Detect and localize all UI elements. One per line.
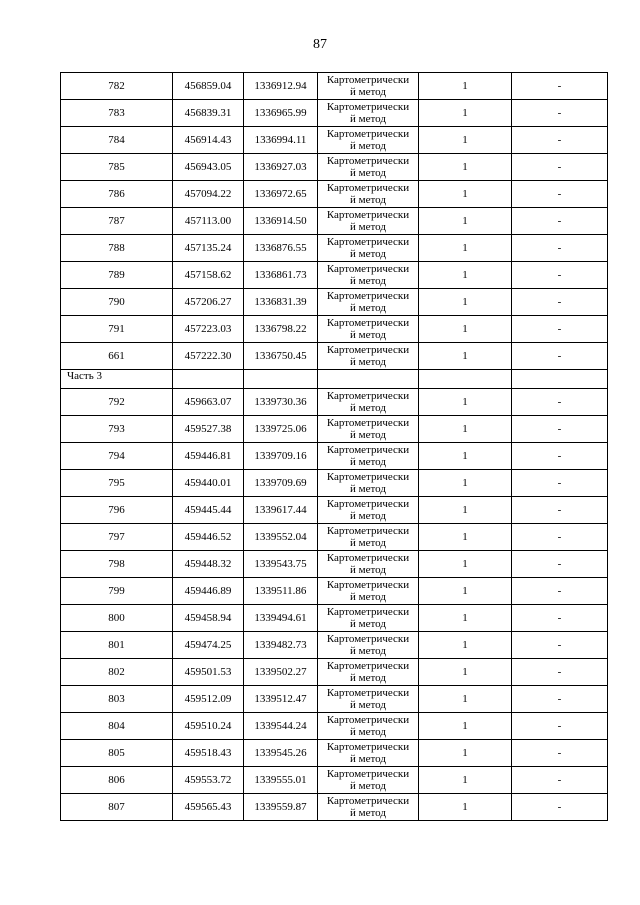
section-header-row <box>61 370 608 389</box>
precision-value-cell: 1 <box>419 154 512 181</box>
point-number-cell: 806 <box>61 767 173 794</box>
precision-value-cell: 1 <box>419 794 512 821</box>
y-coordinate-cell: 1339543.75 <box>244 551 318 578</box>
method-cell <box>318 632 419 659</box>
coordinates-table-body <box>61 73 608 821</box>
y-coordinate-cell: 1336912.94 <box>244 73 318 100</box>
table-row <box>61 127 608 154</box>
method-text-line-1: Картометрически <box>326 633 410 645</box>
x-coordinate-cell: 459440.01 <box>173 470 244 497</box>
x-coordinate-cell: 459446.81 <box>173 443 244 470</box>
point-number-cell: 783 <box>61 100 173 127</box>
y-coordinate-cell: 1336927.03 <box>244 154 318 181</box>
point-number-cell: 791 <box>61 316 173 343</box>
precision-value-cell: 1 <box>419 127 512 154</box>
point-number-cell: 801 <box>61 632 173 659</box>
table-row <box>61 524 608 551</box>
note-cell: - <box>512 659 608 686</box>
precision-value-cell: 1 <box>419 632 512 659</box>
point-number-cell: 797 <box>61 524 173 551</box>
note-cell: - <box>512 632 608 659</box>
method-text-line-1: Картометрически <box>326 417 410 429</box>
x-coordinate-cell: 459518.43 <box>173 740 244 767</box>
method-text-line-2: й метод <box>350 329 386 341</box>
method-text-line-1: Картометрически <box>326 390 410 402</box>
note-cell: - <box>512 262 608 289</box>
x-coordinate-cell: 459446.89 <box>173 578 244 605</box>
method-text-line-1: Картометрически <box>326 290 410 302</box>
precision-value-cell: 1 <box>419 578 512 605</box>
note-cell: - <box>512 443 608 470</box>
method-text-line-1: Картометрически <box>326 155 410 167</box>
method-text-line-1: Картометрически <box>326 128 410 140</box>
x-coordinate-cell: 457206.27 <box>173 289 244 316</box>
method-text-line-1: Картометрически <box>326 606 410 618</box>
point-number-cell: 796 <box>61 497 173 524</box>
x-coordinate-cell: 459527.38 <box>173 416 244 443</box>
table-row <box>61 470 608 497</box>
y-coordinate-cell: 1336861.73 <box>244 262 318 289</box>
table-row <box>61 551 608 578</box>
y-coordinate-cell: 1339502.27 <box>244 659 318 686</box>
note-cell: - <box>512 154 608 181</box>
method-text-line-1: Картометрически <box>326 660 410 672</box>
method-cell <box>318 443 419 470</box>
point-number-cell: 798 <box>61 551 173 578</box>
method-text-line-2: й метод <box>350 429 386 441</box>
method-text-line-2: й метод <box>350 402 386 414</box>
note-cell: - <box>512 740 608 767</box>
precision-value-cell: 1 <box>419 713 512 740</box>
precision-value-cell: 1 <box>419 416 512 443</box>
method-cell <box>318 100 419 127</box>
method-cell <box>318 154 419 181</box>
point-number-cell: 782 <box>61 73 173 100</box>
y-coordinate-cell: 1339709.69 <box>244 470 318 497</box>
precision-value-cell: 1 <box>419 443 512 470</box>
table-row <box>61 262 608 289</box>
table-row <box>61 289 608 316</box>
method-text-line-1: Картометрически <box>326 498 410 510</box>
note-cell: - <box>512 767 608 794</box>
method-text-line-1: Картометрически <box>326 687 410 699</box>
method-cell <box>318 316 419 343</box>
y-coordinate-cell: 1339617.44 <box>244 497 318 524</box>
y-coordinate-cell: 1336876.55 <box>244 235 318 262</box>
method-text-line-1: Картометрически <box>326 552 410 564</box>
method-cell <box>318 794 419 821</box>
y-coordinate-cell: 1339559.87 <box>244 794 318 821</box>
point-number-cell: 787 <box>61 208 173 235</box>
point-number-cell: 794 <box>61 443 173 470</box>
y-coordinate-cell: 1339482.73 <box>244 632 318 659</box>
precision-value-cell: 1 <box>419 686 512 713</box>
method-text-line-2: й метод <box>350 302 386 314</box>
method-cell <box>318 73 419 100</box>
method-text-line-1: Картометрически <box>326 101 410 113</box>
note-cell: - <box>512 794 608 821</box>
note-cell: - <box>512 73 608 100</box>
method-text-line-2: й метод <box>350 672 386 684</box>
precision-value-cell: 1 <box>419 208 512 235</box>
table-row <box>61 181 608 208</box>
method-text-line-1: Картометрически <box>326 182 410 194</box>
method-text-line-2: й метод <box>350 726 386 738</box>
table-row <box>61 659 608 686</box>
note-cell: - <box>512 713 608 740</box>
method-text-line-1: Картометрически <box>326 714 410 726</box>
method-text-line-2: й метод <box>350 780 386 792</box>
method-text-line-1: Картометрически <box>326 741 410 753</box>
x-coordinate-cell: 457135.24 <box>173 235 244 262</box>
note-cell: - <box>512 235 608 262</box>
method-text-line-2: й метод <box>350 510 386 522</box>
table-row <box>61 343 608 370</box>
point-number-cell: 793 <box>61 416 173 443</box>
precision-value-cell: 1 <box>419 235 512 262</box>
section-empty-cell <box>419 370 512 389</box>
point-number-cell: 795 <box>61 470 173 497</box>
method-text-line-1: Картометрически <box>326 795 410 807</box>
point-number-cell: 799 <box>61 578 173 605</box>
method-text-line-1: Картометрически <box>326 471 410 483</box>
method-cell <box>318 524 419 551</box>
precision-value-cell: 1 <box>419 262 512 289</box>
precision-value-cell: 1 <box>419 73 512 100</box>
point-number-cell: 805 <box>61 740 173 767</box>
note-cell: - <box>512 551 608 578</box>
precision-value-cell: 1 <box>419 551 512 578</box>
note-cell: - <box>512 127 608 154</box>
note-cell: - <box>512 316 608 343</box>
table-row <box>61 235 608 262</box>
method-text-line-2: й метод <box>350 591 386 603</box>
method-cell <box>318 181 419 208</box>
method-text-line-1: Картометрически <box>326 444 410 456</box>
method-text-line-1: Картометрически <box>326 768 410 780</box>
method-cell <box>318 767 419 794</box>
method-text-line-1: Картометрически <box>326 344 410 356</box>
section-empty-cell <box>244 370 318 389</box>
precision-value-cell: 1 <box>419 524 512 551</box>
point-number-cell: 786 <box>61 181 173 208</box>
method-cell <box>318 208 419 235</box>
table-row <box>61 740 608 767</box>
y-coordinate-cell: 1339511.86 <box>244 578 318 605</box>
x-coordinate-cell: 457113.00 <box>173 208 244 235</box>
x-coordinate-cell: 459474.25 <box>173 632 244 659</box>
method-text-line-2: й метод <box>350 807 386 819</box>
y-coordinate-cell: 1336994.11 <box>244 127 318 154</box>
precision-value-cell: 1 <box>419 767 512 794</box>
table-row <box>61 208 608 235</box>
method-text-line-1: Картометрически <box>326 579 410 591</box>
precision-value-cell: 1 <box>419 659 512 686</box>
y-coordinate-cell: 1339725.06 <box>244 416 318 443</box>
table-row <box>61 605 608 632</box>
method-cell <box>318 416 419 443</box>
precision-value-cell: 1 <box>419 100 512 127</box>
x-coordinate-cell: 459458.94 <box>173 605 244 632</box>
x-coordinate-cell: 459448.32 <box>173 551 244 578</box>
note-cell: - <box>512 605 608 632</box>
section-empty-cell <box>318 370 419 389</box>
method-text-line-2: й метод <box>350 221 386 233</box>
method-cell <box>318 686 419 713</box>
x-coordinate-cell: 459445.44 <box>173 497 244 524</box>
point-number-cell: 785 <box>61 154 173 181</box>
point-number-cell: 790 <box>61 289 173 316</box>
x-coordinate-cell: 459510.24 <box>173 713 244 740</box>
point-number-cell: 807 <box>61 794 173 821</box>
x-coordinate-cell: 457222.30 <box>173 343 244 370</box>
y-coordinate-cell: 1336750.45 <box>244 343 318 370</box>
coordinates-table <box>60 72 608 821</box>
x-coordinate-cell: 456943.05 <box>173 154 244 181</box>
point-number-cell: 784 <box>61 127 173 154</box>
point-number-cell: 661 <box>61 343 173 370</box>
note-cell: - <box>512 343 608 370</box>
table-row <box>61 767 608 794</box>
section-empty-cell <box>173 370 244 389</box>
method-text-line-2: й метод <box>350 86 386 98</box>
precision-value-cell: 1 <box>419 181 512 208</box>
y-coordinate-cell: 1339544.24 <box>244 713 318 740</box>
y-coordinate-cell: 1336831.39 <box>244 289 318 316</box>
note-cell: - <box>512 181 608 208</box>
precision-value-cell: 1 <box>419 605 512 632</box>
table-row <box>61 632 608 659</box>
method-text-line-2: й метод <box>350 564 386 576</box>
y-coordinate-cell: 1336965.99 <box>244 100 318 127</box>
table-row <box>61 316 608 343</box>
point-number-cell: 792 <box>61 389 173 416</box>
method-text-line-2: й метод <box>350 194 386 206</box>
method-text-line-2: й метод <box>350 537 386 549</box>
x-coordinate-cell: 459565.43 <box>173 794 244 821</box>
section-label: Часть 3 <box>61 370 173 389</box>
table-row <box>61 73 608 100</box>
note-cell: - <box>512 389 608 416</box>
method-text-line-1: Картометрически <box>326 74 410 86</box>
table-row <box>61 443 608 470</box>
method-text-line-2: й метод <box>350 140 386 152</box>
method-cell <box>318 289 419 316</box>
note-cell: - <box>512 497 608 524</box>
method-cell <box>318 262 419 289</box>
y-coordinate-cell: 1339709.16 <box>244 443 318 470</box>
point-number-cell: 800 <box>61 605 173 632</box>
y-coordinate-cell: 1339552.04 <box>244 524 318 551</box>
x-coordinate-cell: 457223.03 <box>173 316 244 343</box>
table-row <box>61 100 608 127</box>
x-coordinate-cell: 459446.52 <box>173 524 244 551</box>
method-text-line-2: й метод <box>350 248 386 260</box>
table-row <box>61 389 608 416</box>
y-coordinate-cell: 1336972.65 <box>244 181 318 208</box>
precision-value-cell: 1 <box>419 289 512 316</box>
x-coordinate-cell: 459501.53 <box>173 659 244 686</box>
method-text-line-1: Картометрически <box>326 317 410 329</box>
y-coordinate-cell: 1339494.61 <box>244 605 318 632</box>
method-text-line-2: й метод <box>350 456 386 468</box>
point-number-cell: 804 <box>61 713 173 740</box>
method-cell <box>318 605 419 632</box>
precision-value-cell: 1 <box>419 389 512 416</box>
x-coordinate-cell: 459663.07 <box>173 389 244 416</box>
note-cell: - <box>512 578 608 605</box>
note-cell: - <box>512 470 608 497</box>
precision-value-cell: 1 <box>419 316 512 343</box>
note-cell: - <box>512 208 608 235</box>
method-text-line-2: й метод <box>350 699 386 711</box>
note-cell: - <box>512 686 608 713</box>
table-row <box>61 578 608 605</box>
method-cell <box>318 713 419 740</box>
method-text-line-2: й метод <box>350 483 386 495</box>
x-coordinate-cell: 457158.62 <box>173 262 244 289</box>
method-text-line-2: й метод <box>350 356 386 368</box>
x-coordinate-cell: 456839.31 <box>173 100 244 127</box>
method-cell <box>318 389 419 416</box>
x-coordinate-cell: 456859.04 <box>173 73 244 100</box>
y-coordinate-cell: 1339730.36 <box>244 389 318 416</box>
method-text-line-1: Картометрически <box>326 525 410 537</box>
method-text-line-1: Картометрически <box>326 263 410 275</box>
y-coordinate-cell: 1336798.22 <box>244 316 318 343</box>
note-cell: - <box>512 100 608 127</box>
method-text-line-1: Картометрически <box>326 209 410 221</box>
method-text-line-2: й метод <box>350 753 386 765</box>
precision-value-cell: 1 <box>419 740 512 767</box>
table-row <box>61 154 608 181</box>
table-row <box>61 416 608 443</box>
x-coordinate-cell: 457094.22 <box>173 181 244 208</box>
method-text-line-2: й метод <box>350 618 386 630</box>
table-row <box>61 686 608 713</box>
point-number-cell: 788 <box>61 235 173 262</box>
method-cell <box>318 127 419 154</box>
note-cell: - <box>512 416 608 443</box>
method-cell <box>318 497 419 524</box>
table-row <box>61 794 608 821</box>
precision-value-cell: 1 <box>419 497 512 524</box>
method-cell <box>318 235 419 262</box>
y-coordinate-cell: 1339512.47 <box>244 686 318 713</box>
method-cell <box>318 470 419 497</box>
note-cell: - <box>512 289 608 316</box>
x-coordinate-cell: 459512.09 <box>173 686 244 713</box>
method-text-line-2: й метод <box>350 167 386 179</box>
precision-value-cell: 1 <box>419 470 512 497</box>
x-coordinate-cell: 459553.72 <box>173 767 244 794</box>
method-text-line-2: й метод <box>350 645 386 657</box>
note-cell: - <box>512 524 608 551</box>
table-row <box>61 713 608 740</box>
table-row <box>61 497 608 524</box>
x-coordinate-cell: 456914.43 <box>173 127 244 154</box>
method-cell <box>318 551 419 578</box>
y-coordinate-cell: 1336914.50 <box>244 208 318 235</box>
point-number-cell: 803 <box>61 686 173 713</box>
y-coordinate-cell: 1339545.26 <box>244 740 318 767</box>
point-number-cell: 802 <box>61 659 173 686</box>
precision-value-cell: 1 <box>419 343 512 370</box>
point-number-cell: 789 <box>61 262 173 289</box>
method-cell <box>318 578 419 605</box>
section-empty-cell <box>512 370 608 389</box>
method-cell <box>318 659 419 686</box>
method-text-line-2: й метод <box>350 275 386 287</box>
method-text-line-1: Картометрически <box>326 236 410 248</box>
y-coordinate-cell: 1339555.01 <box>244 767 318 794</box>
page-number: 87 <box>313 37 327 52</box>
method-cell <box>318 740 419 767</box>
method-cell <box>318 343 419 370</box>
method-text-line-2: й метод <box>350 113 386 125</box>
